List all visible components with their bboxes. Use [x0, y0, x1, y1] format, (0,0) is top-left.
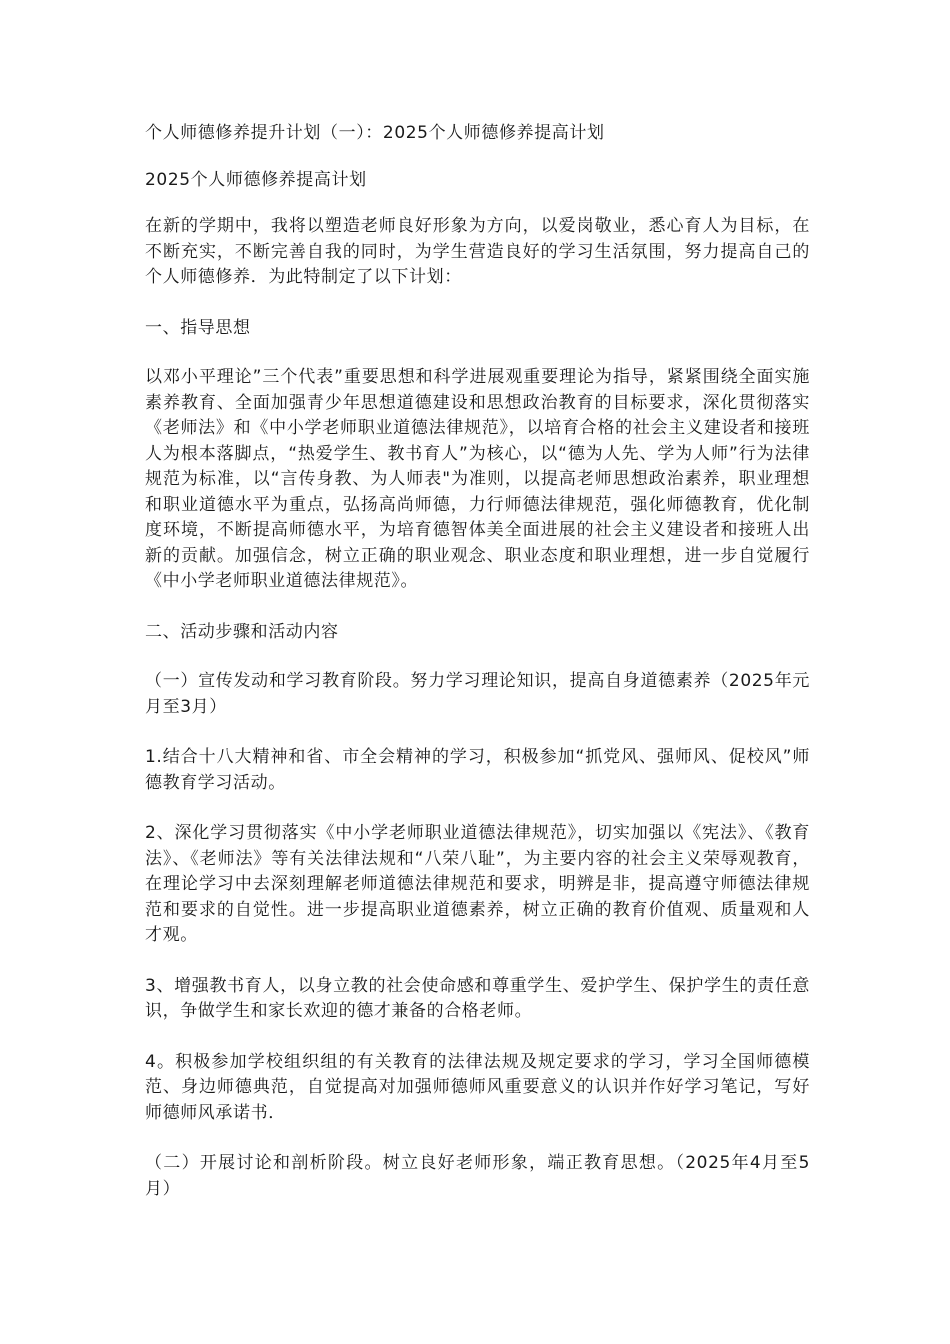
intro-paragraph: 在新的学期中，我将以塑造老师良好形象为方向，以爱岗敬业，悉心育人为目标，在不断充实，不断完善自我的同时，为学生营造良好的学习生活氛围，努力提高自己的个人师德修养．为此特制定了以下计划： [145, 216, 810, 287]
list-item-1: 1.结合十八大精神和省、市全会精神的学习，积极参加“抓党风、强师风、促校风”师德教育学习活动。 [145, 747, 810, 793]
document-title: 个人师德修养提升计划（一）：2025个人师德修养提高计划 [145, 123, 605, 143]
stage-heading-publicity: （一）宣传发动和学习教育阶段。努力学习理论知识，提高自身道德素养（2025年元月至3月） [145, 671, 810, 717]
section-heading-guiding-ideology: 一、指导思想 [145, 317, 251, 338]
list-item-4: 4。积极参加学校组织组的有关教育的法律法规及规定要求的学习，学习全国师德模范、身边师德典范，自觉提高对加强师德师风重要意义的认识并作好学习笔记，写好师德师风承诺书． [145, 1051, 810, 1123]
list-item-3: 3、增强教书育人，以身立教的社会使命感和尊重学生、爱护学生、保护学生的责任意识，争做学生和家长欢迎的德才兼备的合格老师。 [145, 975, 810, 1021]
document-body [145, 121, 810, 1227]
list-item-2: 2、深化学习贯彻落实《中小学老师职业道德法律规范》，切实加强以《宪法》、《教育法》、《老师法》等有关法律法规和“八荣八耻”，为主要内容的社会主义荣辱观教育，在理论学习中去深刻理解老师道德法律规范和要求，明辨是非，提高遵守师德法律规范和要求的自觉性。进一步提高职业道德素养，树立正确的教育价值观、质量观和人才观。 [145, 823, 810, 945]
document-subtitle: 2025个人师德修养提高计划 [145, 169, 367, 190]
guiding-ideology-paragraph: 以邓小平理论”三个代表”重要思想和科学进展观重要理论为指导，紧紧围绕全面实施素养教育、全面加强青少年思想道德建设和思想政治教育的目标要求，深化贯彻落实《老师法》和《中小学老师职业道德法律规范》，以培育合格的社会主义建设者和接班人为根本落脚点，“热爱学生、教书育人”为核心，以“德为人先、学为人师”行为法律规范为标准，以“言传身教、为人师表"为准则，以提高老师思想政治素养，职业理想和职业道德水平为重点，弘扬高尚师德，力行师德法律规范，强化师德教育，优化制度环境，不断提高师德水平，为培育德智体美全面进展的社会主义建设者和接班人出新的贡献。加强信念，树立正确的职业观念、职业态度和职业理想，进一步自觉履行《中小学老师职业道德法律规范》。 [145, 367, 810, 591]
stage-heading-discussion: （二）开展讨论和剖析阶段。树立良好老师形象，端正教育思想。（2025年4月至5月） [145, 1153, 810, 1199]
section-heading-activity-steps: 二、活动步骤和活动内容 [145, 621, 339, 642]
